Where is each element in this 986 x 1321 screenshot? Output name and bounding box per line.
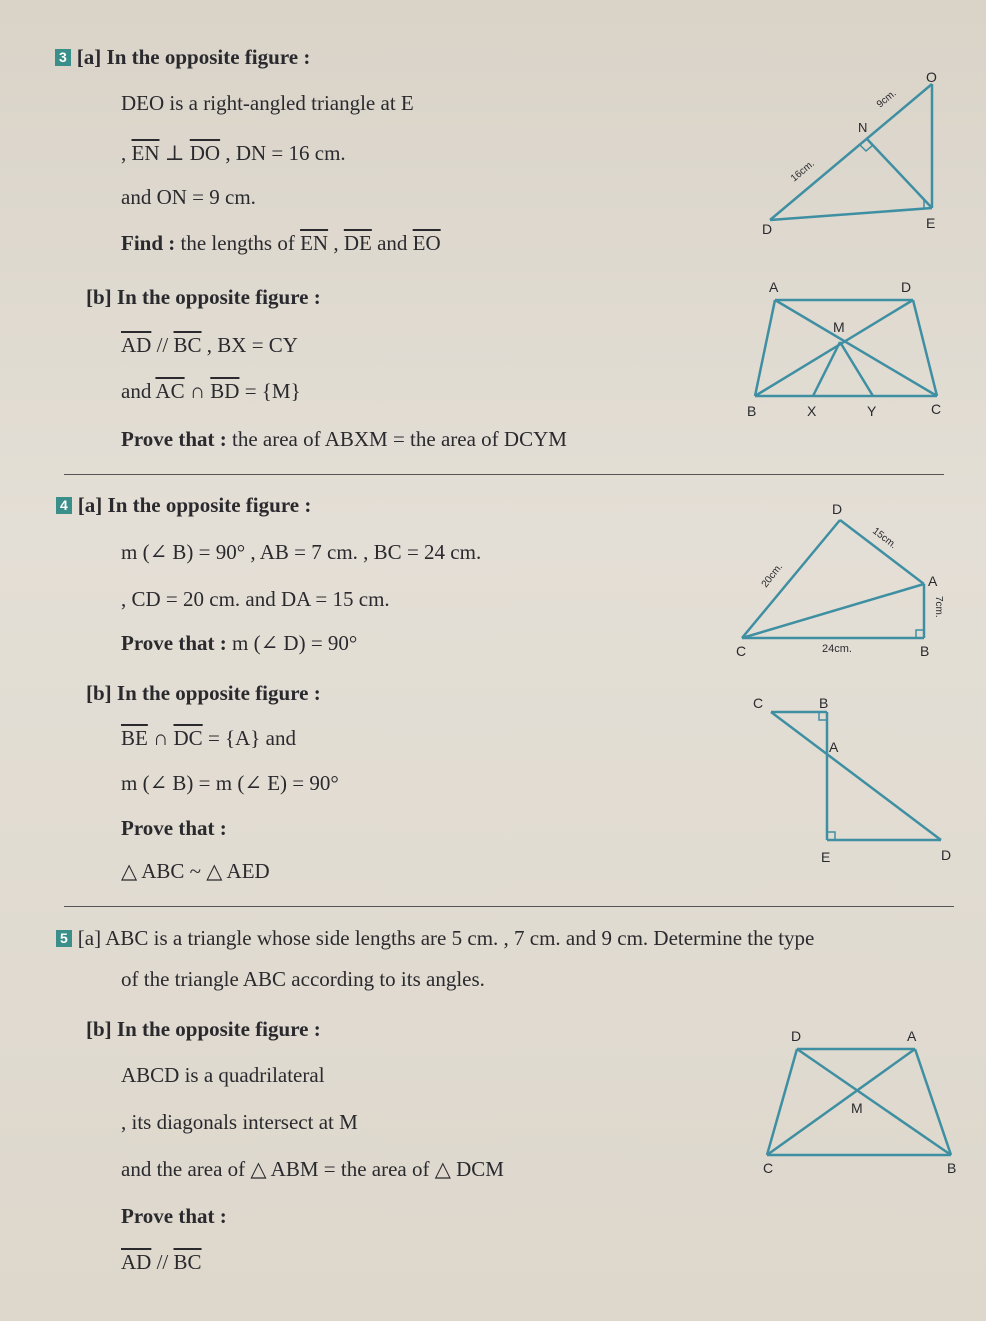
q4b-label-C: C <box>753 695 764 711</box>
q4a-label-ab: 7cm. <box>933 596 944 618</box>
q4b-figure <box>745 690 965 870</box>
q4b-line1: $\overline{BE}$ ∩ $\overline{DC} = \{A\}$ and <box>121 726 296 750</box>
q3a-figure <box>750 60 960 240</box>
q4a-label-A: A <box>928 573 938 589</box>
q4a-label-da: 15cm. <box>870 525 899 552</box>
q4a-line2: , CD = 20 cm. and DA = 15 cm. <box>121 587 390 611</box>
q3-number-badge: 3 <box>55 49 71 66</box>
q5b-figure <box>755 1025 965 1175</box>
q5b-label-B: B <box>947 1160 957 1176</box>
q4a-label-C: C <box>736 643 747 659</box>
q4-number-badge: 4 <box>56 497 72 514</box>
q5b-label-M: M <box>851 1100 863 1116</box>
q3b-label-D: D <box>901 279 912 295</box>
q4a-line1: m (∠ B) = 90° , AB = 7 cm. , BC = 24 cm. <box>121 540 482 564</box>
q5b-label-A: A <box>907 1028 917 1044</box>
q3b-heading: [b] In the opposite figure : <box>86 285 321 309</box>
q4b-label-A: A <box>829 739 839 755</box>
q4a-label-cb: 24cm. <box>822 643 852 655</box>
q4b-line3: Prove that : <box>121 816 227 840</box>
q4a-label-cd: 20cm. <box>759 561 786 590</box>
q3a-line2: , $\overline{EN}$ ⊥ $\overline{DO}$ , DN = 16 cm. <box>121 141 346 165</box>
q3b-line3: Prove that : the area of ABXM = the area of DCYM <box>121 427 567 451</box>
q3a-label-dn: 16cm. <box>788 158 817 185</box>
q4a-figure <box>730 500 950 660</box>
q5b-line3: and the area of △ ABM = the area of △ DCM <box>121 1157 504 1181</box>
divider-q3-q4 <box>64 474 944 475</box>
q3a-line4: Find : the lengths of $\overline{EN}$ , $\overline{DE}$ and $\overline{EO}$ <box>121 231 441 255</box>
q4b-heading: [b] In the opposite figure : <box>86 681 321 705</box>
q3b-label-C: C <box>931 401 942 417</box>
q4b-label-E: E <box>821 849 831 865</box>
q3a-line1: DEO is a right-angled triangle at E <box>121 91 414 115</box>
q3a-heading: 3 [a] In the opposite figure : <box>55 46 310 69</box>
q5b-label-C: C <box>763 1160 774 1176</box>
q3b-figure <box>745 278 955 428</box>
q5-number-badge: 5 <box>56 930 72 947</box>
q3a-label-D: D <box>762 221 773 237</box>
q5b-line4: Prove that : <box>121 1204 227 1228</box>
q3a-label-O: O <box>926 69 937 85</box>
q3a-label-E: E <box>926 215 936 231</box>
q3a-label-N: N <box>858 120 868 135</box>
q5b-label-D: D <box>791 1028 802 1044</box>
q4a-label-D: D <box>832 501 843 517</box>
q5b-line5: $\overline{AD} // \overline{BC}$ <box>121 1250 202 1274</box>
q3b-label-A: A <box>769 279 779 295</box>
q3b-label-Y: Y <box>867 403 877 419</box>
q4a-label-B: B <box>920 643 930 659</box>
divider-q4-q5 <box>64 906 954 907</box>
q4b-label-D: D <box>941 847 952 863</box>
q3a-label-on: 9cm. <box>874 87 899 111</box>
q5b-heading: [b] In the opposite figure : <box>86 1017 321 1041</box>
q3b-label-B: B <box>747 403 757 419</box>
q3b-label-X: X <box>807 403 817 419</box>
q5b-line2: , its diagonals intersect at M <box>121 1110 358 1134</box>
q3a-line3: and ON = 9 cm. <box>121 185 256 209</box>
q3b-line2: and $\overline{AC}$ ∩ $\overline{BD} = \{M\}$ <box>121 379 301 403</box>
q5a-line2: of the triangle ABC according to its angles. <box>121 967 485 991</box>
q5a-line1: 5 [a] ABC is a triangle whose side lengths are 5 cm. , 7 cm. and 9 cm. Determine the type <box>56 927 814 950</box>
q4b-label-B: B <box>819 695 829 711</box>
q4b-line2: m (∠ B) = m (∠ E) = 90° <box>121 771 339 795</box>
q5b-line1: ABCD is a quadrilateral <box>121 1063 325 1087</box>
q4a-heading: 4 [a] In the opposite figure : <box>56 494 311 517</box>
q4b-line4: △ ABC ~ △ AED <box>121 859 270 883</box>
q4a-line3: Prove that : m (∠ D) = 90° <box>121 631 358 655</box>
q3b-line1: $\overline{AD} // \overline{BC}$ , BX = CY <box>121 333 298 357</box>
q3b-label-M: M <box>833 319 845 335</box>
